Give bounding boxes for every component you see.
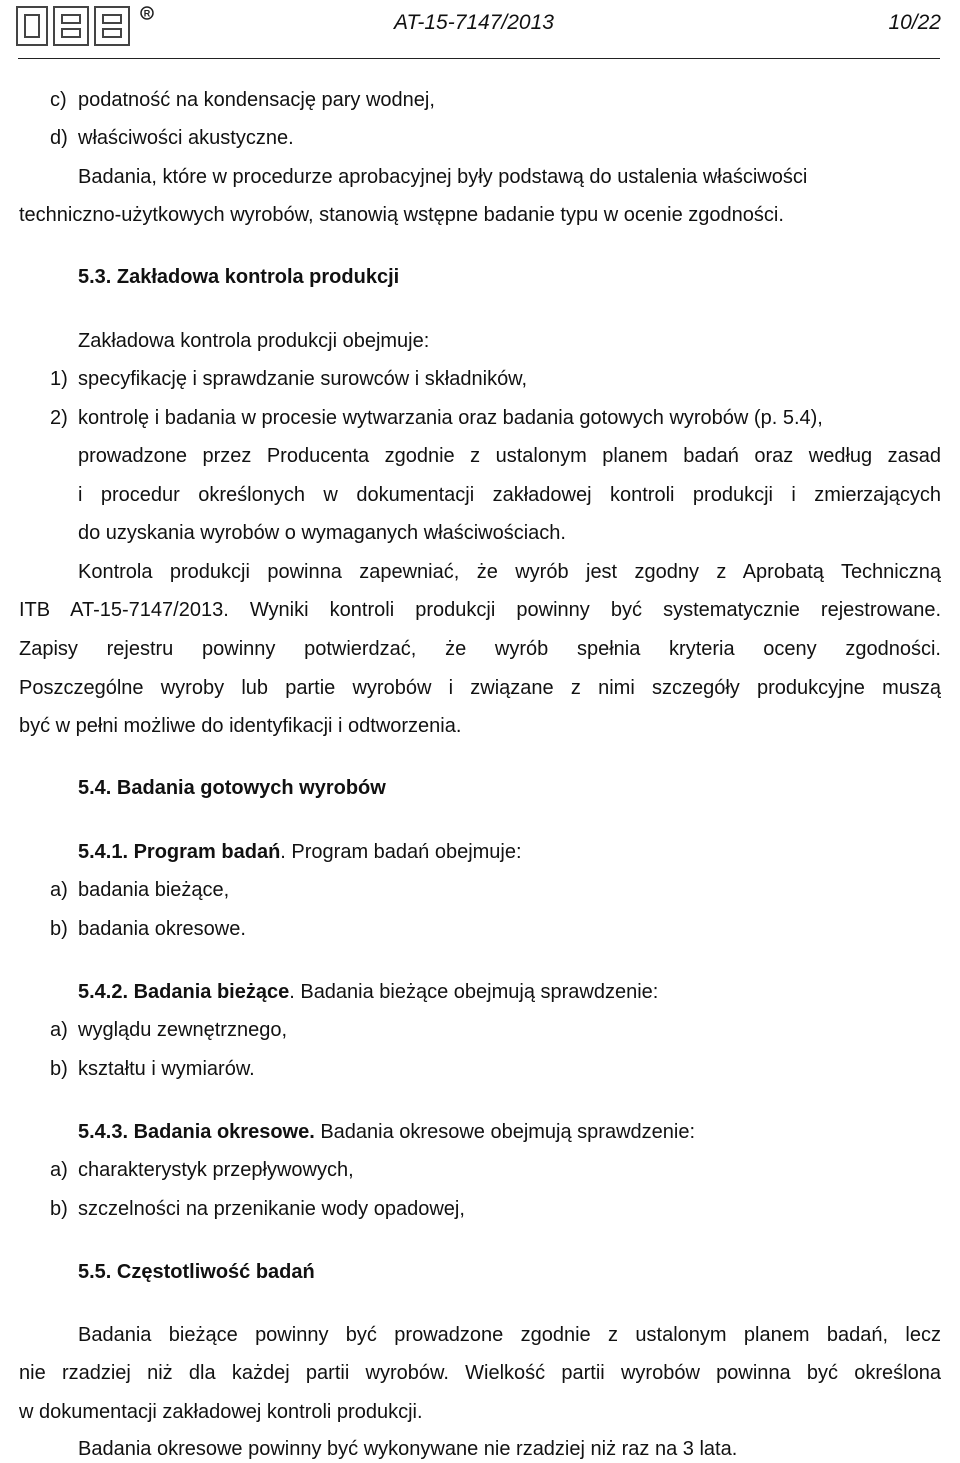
page-header: [0, 0, 960, 56]
subsection-text: . Program badań obejmuje:: [280, 841, 522, 863]
section-heading: 5.4. Badania gotowych wyrobów: [78, 777, 386, 799]
list-item-text: podatność na kondensację pary wodnej,: [78, 89, 435, 111]
list-item: [50, 406, 823, 430]
list-marker: a): [50, 1019, 68, 1041]
paragraph-line: w dokumentacji zakładowej kontroli produkcji.: [19, 1401, 423, 1423]
paragraph-line: Poszczególne wyroby lub partie wyrobów i związane z nimi szczegóły produkcyjne muszą: [19, 677, 941, 699]
subsection-title: 5.4.3. Badania okresowe.: [78, 1121, 315, 1143]
subsection-heading: [78, 980, 658, 1004]
list-item-text: badania bieżące,: [78, 879, 230, 901]
list-item: [50, 1057, 255, 1081]
paragraph-line: być w pełni możliwe do identyfikacji i odtworzenia.: [19, 715, 462, 737]
document-code: AT-15-7147/2013: [394, 11, 554, 34]
list-item-text: specyfikację i sprawdzanie surowców i składników,: [78, 368, 528, 390]
list-item-text: szczelności na przenikanie wody opadowej,: [78, 1198, 465, 1220]
subsection-text: . Badania bieżące obejmują sprawdzenie:: [289, 981, 659, 1003]
list-item-text: wyglądu zewnętrznego,: [78, 1019, 288, 1041]
list-item: [50, 1197, 465, 1221]
subsection-heading: [78, 1120, 695, 1144]
page-number: 10/22: [888, 11, 941, 34]
paragraph-line: prowadzone przez Producenta zgodnie z ustalonym planem badań oraz według zasad: [78, 445, 941, 467]
paragraph-line: Zakładowa kontrola produkcji obejmuje:: [78, 330, 430, 352]
list-marker: b): [50, 1058, 68, 1080]
subsection-heading: [78, 840, 522, 864]
list-marker: 2): [50, 407, 68, 429]
list-item-text: kształtu i wymiarów.: [78, 1058, 255, 1080]
subsection-title: 5.4.2. Badania bieżące: [78, 981, 290, 1003]
list-item-text: charakterystyk przepływowych,: [78, 1159, 354, 1181]
list-marker: a): [50, 1159, 68, 1181]
list-item: [50, 126, 294, 150]
svg-text:R: R: [143, 8, 151, 19]
paragraph-line: nie rzadziej niż dla każdej partii wyrobów. Wielkość partii wyrobów powinna być określona: [19, 1362, 941, 1384]
list-item-text: właściwości akustyczne.: [78, 127, 294, 149]
list-marker: c): [50, 89, 67, 111]
list-item-text: kontrolę i badania w procesie wytwarzania oraz badania gotowych wyrobów (p. 5.4),: [78, 407, 823, 429]
header-divider: [18, 58, 940, 59]
paragraph-line: Zapisy rejestru powinny potwierdzać, że wyrób spełnia kryteria oceny zgodności.: [19, 638, 941, 660]
paragraph-line: ITB AT-15-7147/2013. Wyniki kontroli produkcji powinny być systematycznie rejestrowane.: [19, 599, 941, 621]
list-item-text: badania okresowe.: [78, 918, 246, 940]
section-heading: 5.5. Częstotliwość badań: [78, 1261, 315, 1283]
list-marker: b): [50, 1198, 68, 1220]
list-marker: a): [50, 879, 68, 901]
list-marker: 1): [50, 368, 68, 390]
list-marker: d): [50, 127, 68, 149]
paragraph-line: Badania bieżące powinny być prowadzone zgodnie z ustalonym planem badań, lecz: [78, 1324, 941, 1346]
paragraph-line: i procedur określonych w dokumentacji zakładowej kontroli produkcji i zmierzających: [78, 484, 941, 506]
list-item: [50, 367, 527, 391]
list-item: [50, 917, 246, 941]
paragraph-line: Badania, które w procedurze aprobacyjnej były podstawą do ustalenia właściwości: [78, 166, 808, 188]
paragraph-line: techniczno-użytkowych wyrobów, stanowią wstępne badanie typu w ocenie zgodności.: [19, 204, 784, 226]
paragraph-line: do uzyskania wyrobów o wymaganych właściwościach.: [78, 522, 566, 544]
list-item: [50, 878, 229, 902]
section-heading: 5.3. Zakładowa kontrola produkcji: [78, 266, 400, 288]
subsection-text: Badania okresowe obejmują sprawdzenie:: [314, 1121, 696, 1143]
itb-logo: [14, 4, 164, 50]
list-item: [50, 1018, 287, 1042]
list-item: [50, 88, 435, 112]
paragraph-line: Kontrola produkcji powinna zapewniać, że wyrób jest zgodny z Aprobatą Techniczną: [78, 561, 941, 583]
list-marker: b): [50, 918, 68, 940]
paragraph-line: Badania okresowe powinny być wykonywane nie rzadziej niż raz na 3 lata.: [78, 1438, 738, 1460]
subsection-title: 5.4.1. Program badań: [78, 841, 281, 863]
list-item: [50, 1158, 354, 1182]
